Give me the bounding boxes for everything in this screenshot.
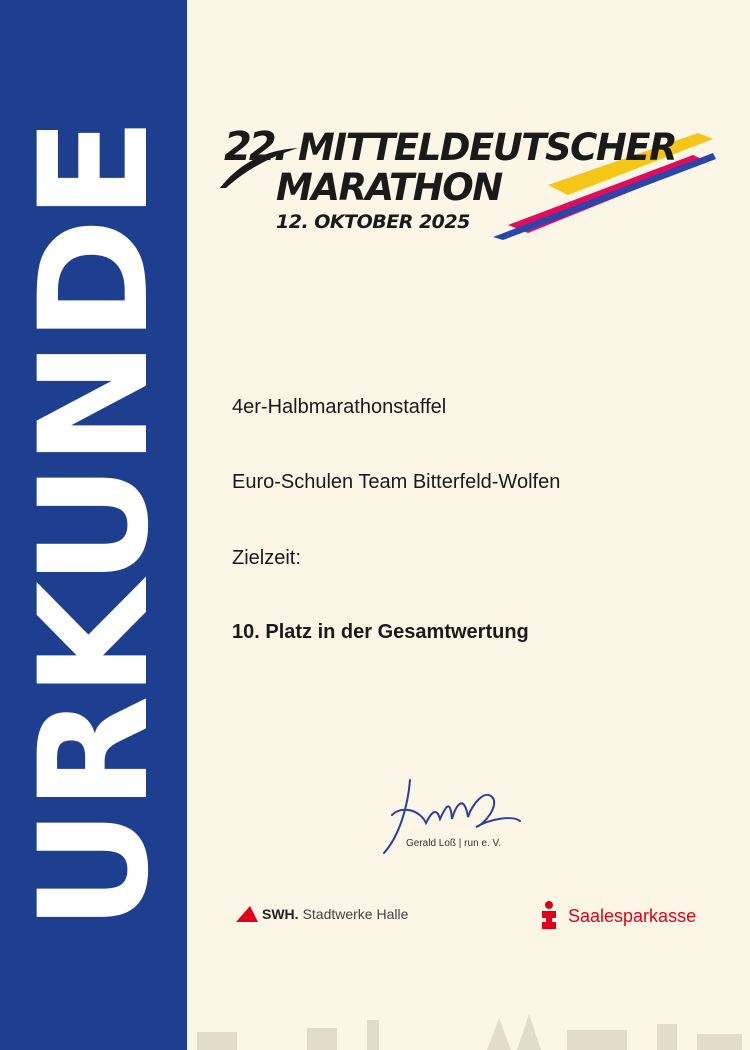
event-edition: 22. [224, 124, 286, 170]
finish-time-label: Zielzeit: [232, 547, 301, 569]
sparkasse-logo-icon [540, 901, 558, 931]
side-band [0, 0, 187, 1050]
event-name-line2: MARATHON [276, 166, 502, 209]
side-title: URKUNDE [8, 119, 182, 931]
swh-short: SWH. [262, 906, 299, 922]
placement-text: 10. Platz in der Gesamtwertung [232, 621, 529, 643]
event-date: 12. OKTOBER 2025 [276, 211, 470, 233]
event-logo [218, 120, 718, 250]
signer-name: Gerald Loß | run e. V. [406, 838, 502, 849]
city-skyline-watermark [187, 1010, 750, 1050]
category-text: 4er-Halbmarathonstaffel [232, 396, 447, 418]
swh-name: Stadtwerke Halle [302, 906, 409, 922]
sparkasse-name: Saalesparkasse [568, 905, 697, 926]
swh-triangle-icon [236, 906, 258, 922]
team-name: Euro-Schulen Team Bitterfeld-Wolfen [232, 471, 561, 493]
sponsor-sparkasse [540, 901, 696, 931]
event-name-line1: MITTELDEUTSCHER [298, 126, 677, 169]
sponsor-swh [236, 906, 408, 922]
